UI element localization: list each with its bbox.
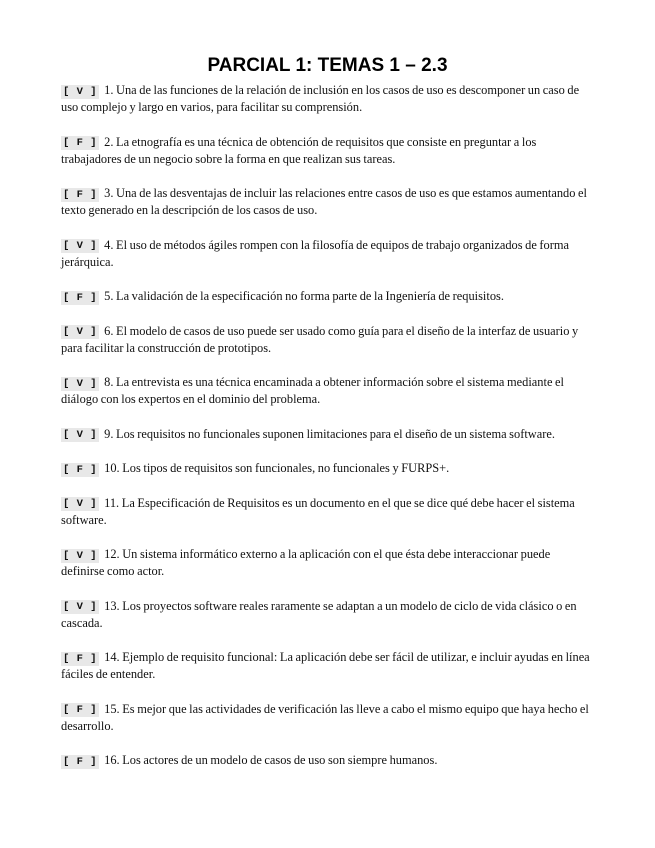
question-text: 6. El modelo de casos de uso puede ser usado como guía para el diseño de la interfaz de usuario y para facilitar la construcción de prototipos. <box>61 323 579 355</box>
question-item-12 <box>61 546 595 580</box>
question-item-15 <box>61 701 595 735</box>
question-text: 4. El uso de métodos ágiles rompen con la filosofía de equipos de trabajo organizados de forma jerárquica. <box>61 237 570 269</box>
answer-badge: [ V ] <box>63 549 98 562</box>
question-text: 1. Una de las funciones de la relación de inclusión en los casos de uso es descomponer un caso de uso complejo y largo en varios, para facilitar su comprensión. <box>61 83 580 114</box>
answer-badge: [ F ] <box>63 704 98 716</box>
question-item-9 <box>61 426 595 443</box>
answer-badge: [ V ] <box>63 326 98 338</box>
answer-badge: [ F ] <box>63 137 98 149</box>
question-item-8 <box>61 374 595 408</box>
answer-badge: [ V ] <box>63 85 98 98</box>
question-text: 11. La Especificación de Requisitos es un documento en el que se dice qué debe hacer el sistema software. <box>61 495 575 527</box>
question-text: 5. La validación de la especificación no forma parte de la Ingeniería de requisitos. <box>104 289 504 303</box>
question-text: 8. La entrevista es una técnica encaminada a obtener información sobre el sistema mediante el diálogo con los expertos en el dominio del problema. <box>61 375 564 406</box>
question-item-11 <box>61 495 595 529</box>
answer-badge: [ V ] <box>63 601 98 613</box>
question-text: 14. Ejemplo de requisito funcional: La aplicación debe ser fácil de utilizar, e incluir ayudas en línea fáciles de entender. <box>61 650 590 681</box>
page-title: PARCIAL 1: TEMAS 1 – 2.3 <box>207 55 448 76</box>
question-item-1 <box>61 82 595 116</box>
question-item-3 <box>61 185 595 219</box>
answer-badge: [ F ] <box>63 463 98 476</box>
question-item-13 <box>61 598 595 632</box>
question-text: 2. La etnografía es una técnica de obtención de requisitos que consiste en preguntar a los trabajadores de un negocio sobre la forma en que realizan sus tareas. <box>61 134 537 166</box>
answer-badge: [ F ] <box>63 291 98 304</box>
question-item-4 <box>61 237 595 271</box>
question-item-10 <box>61 460 595 477</box>
answer-badge: [ F ] <box>63 652 98 665</box>
answer-badge: [ V ] <box>63 498 98 510</box>
answer-badge: [ F ] <box>63 188 98 201</box>
question-item-14 <box>61 649 595 683</box>
question-text: 16. Los actores de un modelo de casos de uso son siempre humanos. <box>104 753 438 767</box>
answer-badge: [ V ] <box>63 429 98 441</box>
answer-badge: [ V ] <box>63 377 98 390</box>
question-text: 9. Los requisitos no funcionales suponen limitaciones para el diseño de un sistema software. <box>104 426 555 441</box>
answer-badge: [ F ] <box>63 755 98 768</box>
question-item-6 <box>61 323 595 357</box>
answer-badge: [ V ] <box>63 240 98 252</box>
question-text: 15. Es mejor que las actividades de verificación las lleve a cabo el mismo equipo que haya hecho el desarrollo. <box>61 701 589 733</box>
question-text: 10. Los tipos de requisitos son funcionales, no funcionales y FURPS+. <box>104 461 450 475</box>
question-text: 12. Un sistema informático externo a la aplicación con el que ésta debe interaccionar puede definirse como actor. <box>61 547 551 578</box>
question-list <box>61 82 595 787</box>
question-item-5 <box>61 288 595 305</box>
question-item-16 <box>61 752 595 769</box>
question-text: 13. Los proyectos software reales raramente se adaptan a un modelo de ciclo de vida clásico o en cascada. <box>61 598 577 630</box>
question-text: 3. Una de las desventajas de incluir las relaciones entre casos de uso es que estamos aumentando el texto generado en la descripción de los casos de uso. <box>61 186 587 217</box>
question-item-2 <box>61 134 595 168</box>
